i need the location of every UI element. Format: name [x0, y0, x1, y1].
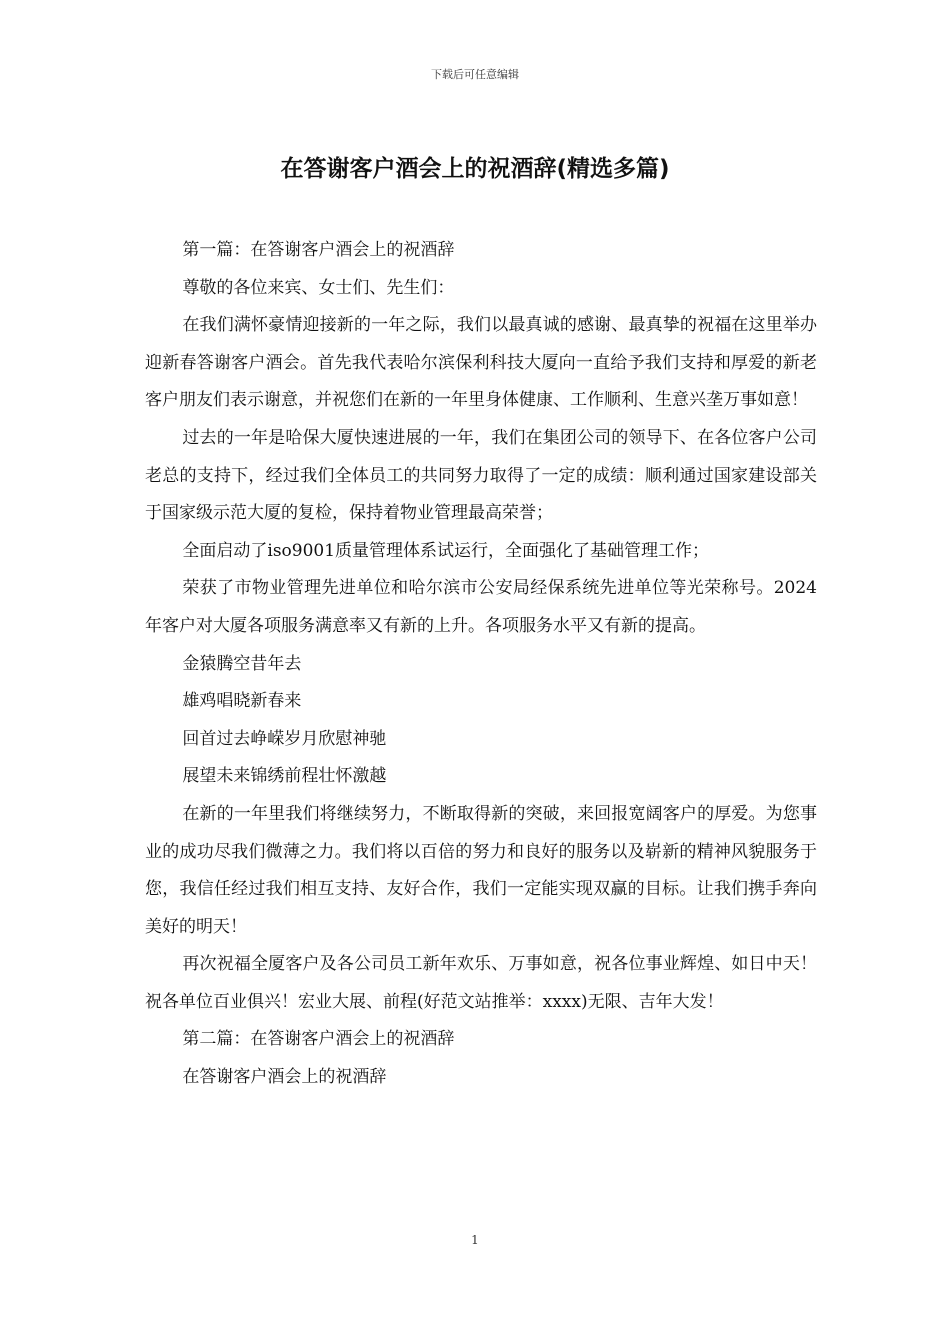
section-heading-2: 第二篇：在答谢客户酒会上的祝酒辞 — [182, 1029, 455, 1050]
paragraph-iso: 全面启动了iso9001质量管理体系试运行，全面强化了基础管理工作； — [182, 540, 710, 561]
verse-line-4: 展望未来锦绣前程壮怀激越 — [182, 766, 387, 787]
subtitle-2: 在答谢客户酒会上的祝酒辞 — [182, 1067, 387, 1088]
section-heading-1: 第一篇：在答谢客户酒会上的祝酒辞 — [182, 240, 455, 260]
verse-line-3: 回首过去峥嵘岁月欣慰神驰 — [182, 728, 387, 749]
verse-line-1: 金猿腾空昔年去 — [182, 653, 302, 674]
salutation: 尊敬的各位来宾、女士们、先生们： — [182, 277, 455, 298]
verse-line-2: 雄鸡唱晓新春来 — [182, 691, 302, 712]
document-title: 在答谢客户酒会上的祝酒辞(精选多篇) — [280, 156, 670, 182]
document-body — [145, 232, 817, 1097]
paragraph-opening: 在我们满怀豪情迎接新的一年之际，我们以最真诚的感谢、最真挚的祝福在这里举办迎新春答谢客户酒会。首先我代表哈尔滨保利科技大厦向一直给予我们支持和厚爱的新老客户朋友们表示谢意，并祝您们在新的一年里身体健康、工作顺利、生意兴垄万事如意！ — [145, 315, 817, 411]
page-number: 1 — [471, 1233, 479, 1247]
paragraph-review: 过去的一年是哈保大厦快速进展的一年，我们在集团公司的领导下、在各位客户公司老总的支持下，经过我们全体员工的共同努力取得了一定的成绩：顺利通过国家建设部关于国家级示范大厦的复检，保持着物业管理最高荣誉； — [145, 427, 817, 524]
paragraph-future: 在新的一年里我们将继续努力，不断取得新的突破，来回报宽阔客户的厚爱。为您事业的成功尽我们微薄之力。我们将以百倍的努力和良好的服务以及崭新的精神风貌服务于您，我信任经过我们相互支持、友好合作，我们一定能实现双赢的目标。让我们携手奔向美好的明天！ — [145, 803, 817, 937]
paragraph-honors: 荣获了市物业管理先进单位和哈尔滨市公安局经保系统先进单位等光荣称号。2024年客户对大厦各项服务满意率又有新的上升。各项服务水平又有新的提高。 — [145, 578, 817, 636]
paragraph-blessing: 再次祝福全厦客户及各公司员工新年欢乐、万事如意，祝各位事业辉煌、如日中天！祝各单位百业俱兴！宏业大展、前程(好范文站推举：xxxx)无限、吉年大发！ — [145, 954, 817, 1012]
header-note: 下载后可任意编辑 — [431, 68, 519, 81]
